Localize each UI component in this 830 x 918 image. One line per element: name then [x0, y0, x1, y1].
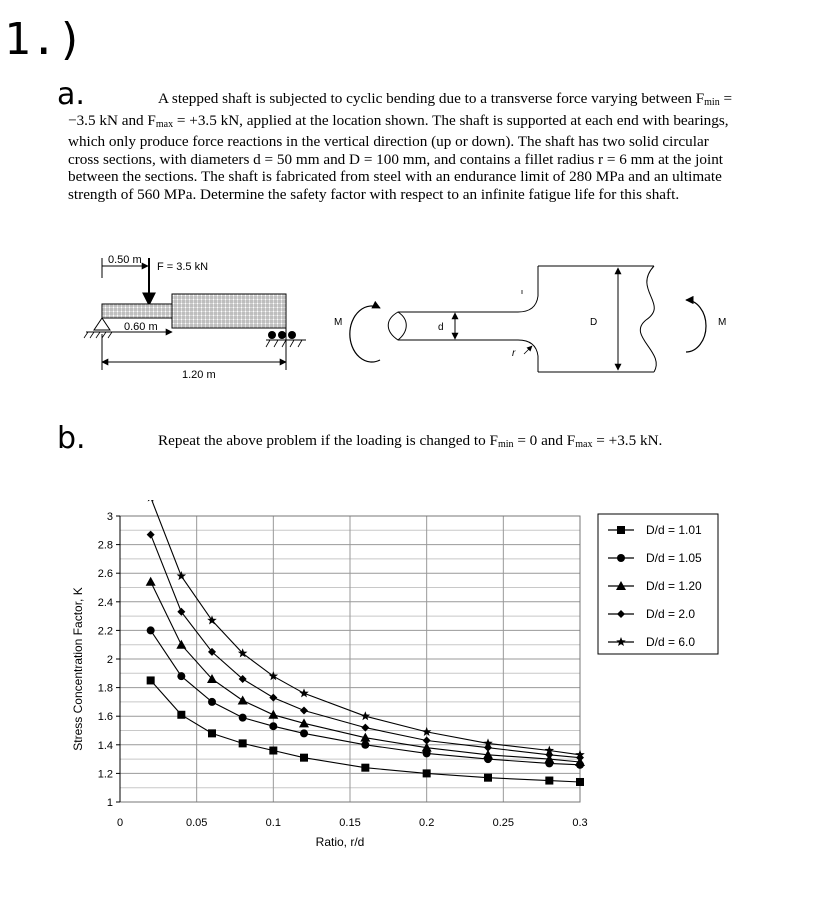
- x-axis-title: Ratio, r/d: [315, 835, 365, 849]
- chart-grid: [120, 516, 580, 802]
- large-shaft-section: [172, 294, 286, 328]
- part-b-text: Repeat the above problem if the loading is changed to $F_{min} = 0$ and $F_{max} = +3.5$ kN.: [158, 432, 663, 450]
- data-point: [299, 688, 309, 697]
- data-point: [208, 729, 216, 737]
- moment-left-label: M: [334, 317, 343, 328]
- x-tick-label: 0.3: [572, 817, 588, 829]
- y-tick-label: 2.2: [97, 625, 113, 638]
- y-tick-label: 1: [106, 797, 113, 809]
- data-point: [146, 577, 156, 586]
- shaft-figure: [70, 248, 740, 388]
- legend-label: D/d = 2.0: [646, 607, 696, 621]
- legend-marker: [617, 526, 625, 534]
- series-4: [146, 500, 585, 759]
- x-tick-label: 0.25: [492, 817, 515, 829]
- y-tick-label: 1.6: [97, 711, 113, 724]
- chart-legend: [598, 514, 718, 654]
- data-point: [207, 615, 217, 624]
- data-point: [300, 706, 308, 714]
- y-tick-label: 1.8: [97, 682, 113, 695]
- dim-050-label: 0.50 m: [108, 254, 142, 266]
- x-tick-label: 0.2: [419, 817, 435, 829]
- legend-label: D/d = 1.05: [646, 551, 702, 565]
- y-tick-label: 2.6: [97, 568, 113, 581]
- data-point: [177, 571, 187, 580]
- force-label: F = 3.5 kN: [157, 261, 209, 273]
- data-point: [177, 672, 185, 680]
- data-point: [146, 500, 156, 501]
- data-point: [269, 722, 277, 730]
- y-tick-label: 2: [106, 654, 113, 666]
- data-point: [300, 729, 308, 737]
- part-a-text: A stepped shaft is subjected to cyclic bending due to a transverse force varying between $F_{min} = -3.5$ kN and $F_{max} = +3.5$ kN, applied at the location shown. The shaft is supported at each end with bearings, which only produce force reactions in the vertical direction (up or down). The shaft has two solid circular cross sections, with diameters d = 50 mm and D = 100 mm, and contains a fillet radius r = 6 mm at the joint between the sections. The shaft is fabricated from steel with an endurance limit of 280 MPa and an ultimate strength of 560 MPa. Determine the safety factor with respect to an infinite fatigue life for this shaft.: [68, 90, 733, 203]
- data-point: [238, 695, 248, 704]
- beam-diagram: [84, 254, 306, 381]
- legend-label: D/d = 6.0: [646, 635, 696, 649]
- data-point: [361, 741, 369, 749]
- data-point: [545, 777, 553, 785]
- small-d-label: d: [438, 322, 444, 333]
- data-point: [484, 774, 492, 782]
- data-point: [147, 626, 155, 634]
- y-tick-label: 2.8: [97, 539, 113, 552]
- y-tick-label: 3: [106, 511, 113, 523]
- data-point: [576, 778, 584, 786]
- x-tick-label: 0.1: [265, 817, 281, 829]
- legend-label: D/d = 1.01: [646, 523, 702, 537]
- x-tick-label: 0.15: [339, 817, 361, 829]
- moment-right-label: M: [718, 317, 727, 328]
- y-axis-title: Stress Concentration Factor, K: [71, 587, 85, 751]
- data-point: [177, 711, 185, 719]
- dim-120-label: 1.20 m: [182, 369, 216, 381]
- data-point: [239, 739, 247, 747]
- data-point: [361, 711, 371, 720]
- shaft-detail: [334, 266, 726, 372]
- data-point: [423, 737, 431, 745]
- data-point: [268, 710, 278, 719]
- stress-concentration-chart: [60, 500, 740, 860]
- data-point: [269, 747, 277, 755]
- legend-label: D/d = 1.20: [646, 579, 702, 593]
- pin-support: [94, 318, 110, 330]
- x-tick-label: 0: [116, 817, 124, 829]
- part-a-label: a.: [57, 77, 85, 112]
- legend-marker: [617, 554, 625, 562]
- y-tick-label: 1.2: [97, 768, 113, 781]
- problem-number: 1.): [4, 14, 84, 65]
- data-point: [147, 676, 155, 684]
- data-point: [239, 714, 247, 722]
- data-point: [300, 754, 308, 762]
- data-point: [269, 694, 277, 702]
- series-2: [146, 577, 585, 766]
- y-tick-label: 2.4: [97, 596, 113, 609]
- y-tick-label: 1.4: [97, 739, 113, 752]
- big-d-label: D: [590, 317, 598, 328]
- chart-series: [146, 500, 585, 786]
- x-tick-label: 0.05: [185, 817, 208, 829]
- data-point: [208, 698, 216, 706]
- data-point: [147, 531, 155, 539]
- data-point: [361, 764, 369, 772]
- dim-060-label: 0.60 m: [124, 321, 158, 333]
- data-point: [423, 769, 431, 777]
- fillet-label: r: [512, 348, 516, 359]
- small-shaft-section: [102, 304, 172, 318]
- series-3: [147, 531, 584, 762]
- part-b-label: b.: [57, 421, 86, 456]
